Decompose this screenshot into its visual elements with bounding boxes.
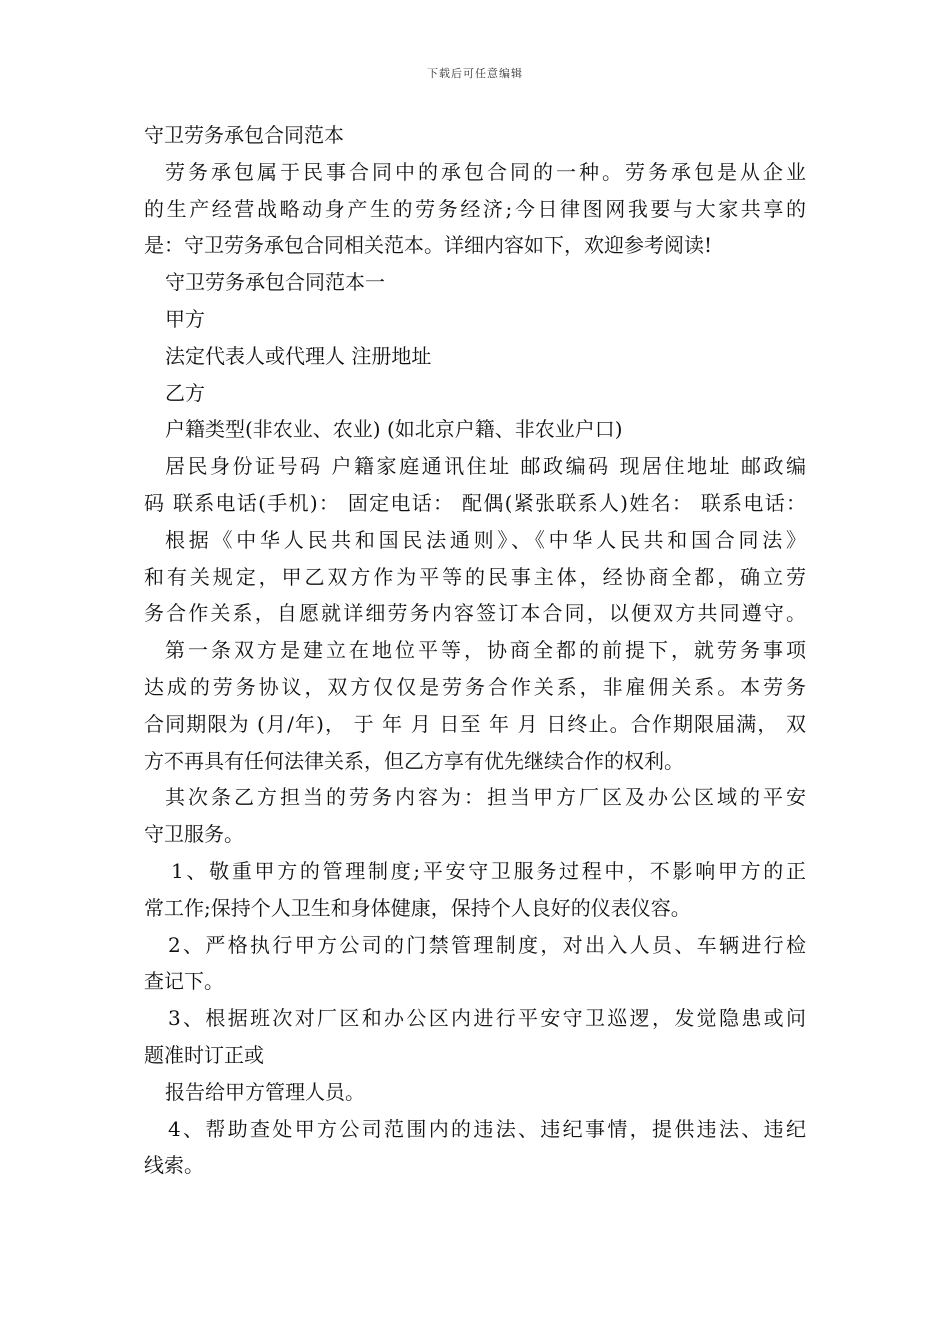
- list-item-line: 1、敬重甲方的管理制度;平安守卫服务过程中，不影响甲方的正: [171, 858, 806, 883]
- list-item-line: 线索。: [144, 1153, 204, 1178]
- list-item-line: 查记下。: [144, 969, 224, 994]
- paragraph-line: 甲方: [165, 306, 205, 331]
- paragraph-line: 乙方: [165, 380, 205, 405]
- paragraph-line: 根据《中华人民共和国民法通则》、《中华人民共和国合同法》: [165, 527, 806, 552]
- list-item-line: 题准时订正或: [144, 1042, 264, 1067]
- paragraph-line: 码 联系电话(手机)： 固定电话： 配偶(紧张联系人)姓名： 联系电话：: [144, 490, 806, 515]
- paragraph-line: 是：守卫劳务承包合同相关范本。详细内容如下，欢迎参考阅读!: [144, 233, 713, 258]
- paragraph-line: 劳务承包属于民事合同中的承包合同的一种。劳务承包是从企业: [165, 159, 806, 184]
- list-item-line: 3、根据班次对厂区和办公区内进行平安守卫巡逻，发觉隐患或问: [168, 1006, 806, 1031]
- document-body: [144, 117, 806, 1184]
- paragraph-line: 其次条乙方担当的劳务内容为：担当甲方厂区及办公区域的平安: [165, 785, 806, 810]
- document-title: 守卫劳务承包合同范本: [144, 123, 344, 147]
- paragraph-line: 户籍类型(非农业、农业) (如北京户籍、非农业户口): [165, 417, 623, 442]
- paragraph-line: 法定代表人或代理人 注册地址: [165, 343, 432, 368]
- paragraph-line: 守卫服务。: [144, 822, 244, 847]
- paragraph-line: 合同期限为 (月/年)， 于 年 月 日至 年 月 日终止。合作期限届满， 双: [144, 711, 806, 736]
- list-item-line: 2、严格执行甲方公司的门禁管理制度，对出入人员、车辆进行检: [168, 932, 806, 957]
- paragraph-line: 方不再具有任何法律关系，但乙方享有优先继续合作的权利。: [144, 748, 684, 773]
- paragraph-line: 务合作关系，自愿就详细劳务内容签订本合同，以便双方共同遵守。: [144, 601, 806, 626]
- paragraph-line: 达成的劳务协议，双方仅仅是劳务合作关系，非雇佣关系。本劳务: [144, 674, 806, 699]
- paragraph-line: 居民身份证号码 户籍家庭通讯住址 邮政编码 现居住地址 邮政编: [165, 454, 806, 479]
- paragraph-line: 第一条双方是建立在地位平等，协商全都的前提下，就劳务事项: [165, 638, 806, 663]
- section-heading: 守卫劳务承包合同范本一: [165, 270, 385, 295]
- paragraph-line: 的生产经营战略动身产生的劳务经济;今日律图网我要与大家共享的: [144, 196, 806, 221]
- list-item-line: 报告给甲方管理人员。: [165, 1079, 365, 1104]
- paragraph-line: 和有关规定，甲乙双方作为平等的民事主体，经协商全都，确立劳: [144, 564, 806, 589]
- list-item-line: 4、帮助查处甲方公司范围内的违法、违纪事情，提供违法、违纪: [168, 1116, 806, 1141]
- page-header-note: 下载后可任意编辑: [427, 67, 523, 80]
- list-item-line: 常工作;保持个人卫生和身体健康，保持个人良好的仪表仪容。: [144, 895, 691, 920]
